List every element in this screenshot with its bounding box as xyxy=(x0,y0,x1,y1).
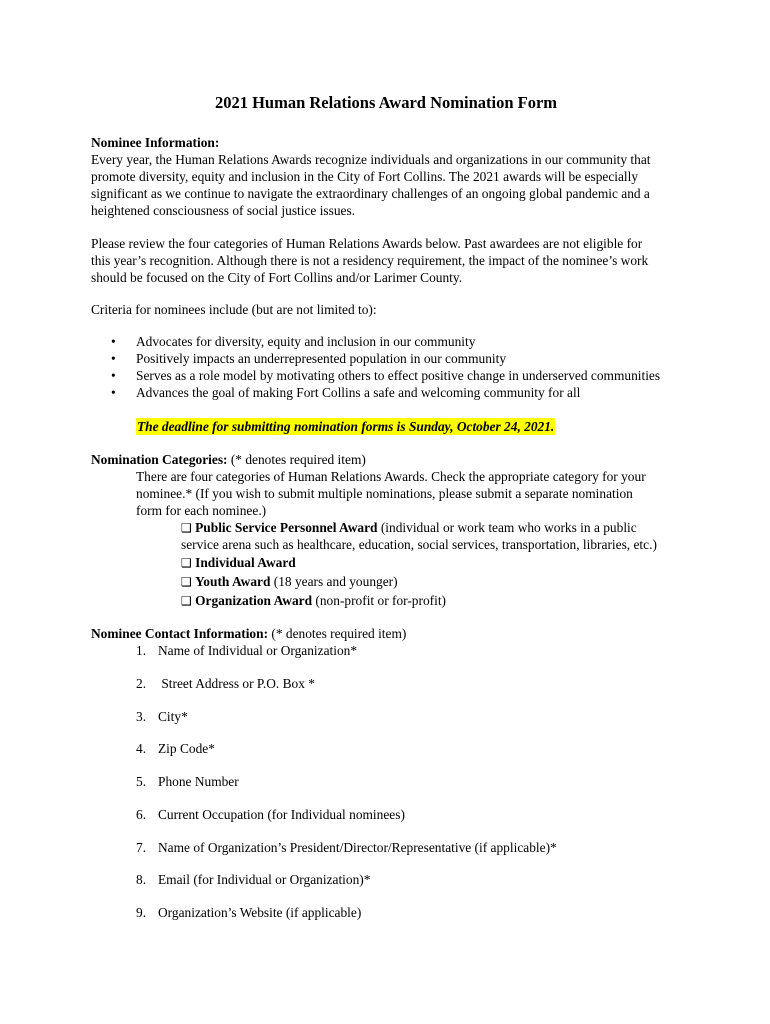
checkbox-icon[interactable]: ❑ xyxy=(181,594,192,608)
nominee-info-heading: Nominee Information: xyxy=(91,135,220,150)
nominee-info-line-2: promote diversity, equity and inclusion in the City of Fort Collins. The 2021 awards will be especially xyxy=(91,169,639,184)
nominee-info-line-1: Every year, the Human Relations Awards recognize individuals and organizations in our community that xyxy=(91,152,651,167)
field-street-address[interactable]: 2. Street Address or P.O. Box * xyxy=(136,676,315,691)
categories-required-note: (* denotes required item) xyxy=(227,452,366,467)
field-email[interactable]: 8. Email (for Individual or Organization)* xyxy=(136,872,371,887)
deadline-notice: The deadline for submitting nomination forms is Sunday, October 24, 2021. xyxy=(137,419,555,434)
review-line-2: this year’s recognition. Although there is not a residency requirement, the impact of the nominee’s work xyxy=(91,253,649,268)
contact-heading-line xyxy=(91,625,691,642)
bullet-icon: • xyxy=(111,368,116,383)
category-public-service-desc: service arena such as healthcare, education, social services, transportation, libraries, etc.) xyxy=(181,537,657,552)
field-phone[interactable]: 5. Phone Number xyxy=(136,774,239,789)
nominee-info-line-4: heightened consciousness of social justice issues. xyxy=(91,203,356,218)
nominee-info-line-3: significant as we continue to navigate the extraordinary challenges of an ongoing global pandemic and a xyxy=(91,186,650,201)
bullet-icon: • xyxy=(111,351,116,366)
categories-line-1: There are four categories of Human Relations Awards. Check the appropriate category for your xyxy=(136,469,646,484)
field-zip-code[interactable]: 4. Zip Code* xyxy=(136,741,215,756)
checkbox-icon[interactable]: ❑ xyxy=(181,521,192,535)
field-org-representative[interactable]: 7. Name of Organization’s President/Director/Representative (if applicable)* xyxy=(136,840,557,855)
category-organization[interactable]: ❑ Organization Award (non-profit or for-profit) xyxy=(181,593,447,608)
bullet-icon: • xyxy=(111,385,116,400)
categories-line-3: form for each nominee.) xyxy=(136,503,267,518)
field-website[interactable]: 9. Organization’s Website (if applicable) xyxy=(136,905,362,920)
categories-heading-line xyxy=(91,451,691,468)
bullet-icon: • xyxy=(111,334,116,349)
contact-heading: Nominee Contact Information: xyxy=(91,626,269,641)
review-line-1: Please review the four categories of Human Relations Awards below. Past awardees are not eligible for xyxy=(91,236,643,251)
checkbox-icon[interactable]: ❑ xyxy=(181,556,192,570)
field-city[interactable]: 3. City* xyxy=(136,709,188,724)
category-youth[interactable]: ❑ Youth Award (18 years and younger) xyxy=(181,574,398,589)
category-public-service[interactable]: ❑ Public Service Personnel Award (individual or work team who works in a public xyxy=(181,520,637,535)
page-title: 2021 Human Relations Award Nomination Form xyxy=(214,93,558,112)
contact-required-note: (* denotes required item) xyxy=(268,626,407,641)
field-name[interactable]: 1. Name of Individual or Organization* xyxy=(136,643,358,658)
categories-line-2: nominee.* (If you wish to submit multiple nominations, please submit a separate nomination xyxy=(136,486,633,501)
categories-heading: Nomination Categories: xyxy=(91,452,228,467)
field-occupation[interactable]: 6. Current Occupation (for Individual nominees) xyxy=(136,807,405,822)
category-individual[interactable]: ❑ Individual Award xyxy=(181,555,296,570)
criteria-intro: Criteria for nominees include (but are not limited to): xyxy=(91,302,377,317)
review-line-3: should be focused on the City of Fort Collins and/or Larimer County. xyxy=(91,270,463,285)
checkbox-icon[interactable]: ❑ xyxy=(181,575,192,589)
